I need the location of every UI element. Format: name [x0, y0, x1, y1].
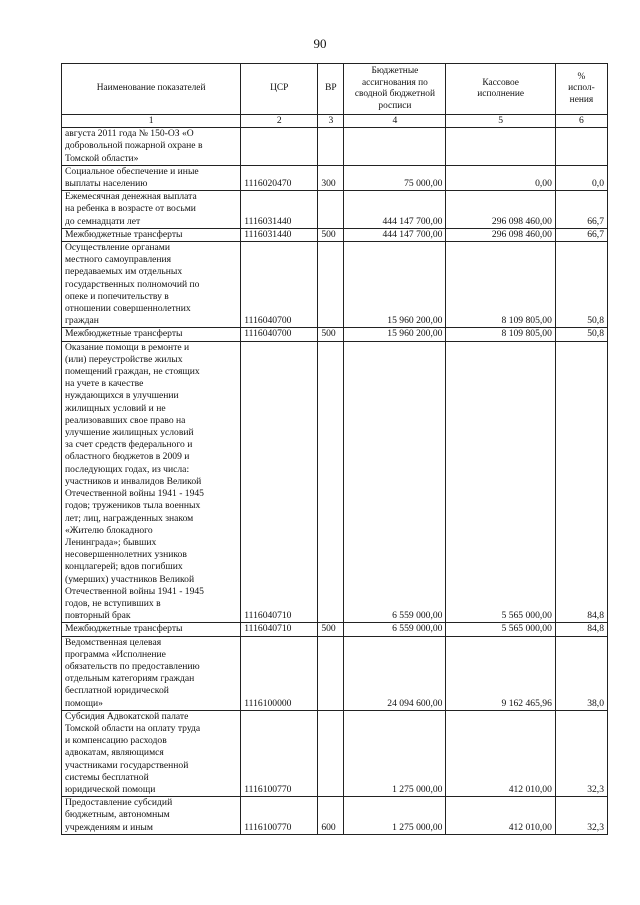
cell-csr: 1116040710	[241, 623, 318, 636]
cell-name: Межбюджетные трансферты	[62, 623, 241, 636]
cell-assignments: 15 960 200,00	[344, 328, 446, 341]
cell-csr: 1116031440	[241, 191, 318, 229]
cell-vr	[318, 242, 344, 328]
table-row	[62, 242, 608, 328]
cell-pct: 0,0	[555, 165, 607, 190]
header-vr: ВР	[318, 64, 344, 115]
cell-cash: 296 098 460,00	[446, 228, 555, 241]
column-number: 3	[318, 115, 344, 128]
cell-assignments: 444 147 700,00	[344, 191, 446, 229]
cell-assignments: 6 559 000,00	[344, 341, 446, 623]
cell-pct: 50,8	[555, 328, 607, 341]
table-row	[62, 128, 608, 166]
cell-assignments: 24 094 600,00	[344, 636, 446, 710]
cell-name: Межбюджетные трансферты	[62, 328, 241, 341]
cell-csr: 1116031440	[241, 228, 318, 241]
cell-cash: 9 162 465,96	[446, 636, 555, 710]
table-header-row	[62, 64, 608, 115]
column-number: 2	[241, 115, 318, 128]
cell-cash: 412 010,00	[446, 797, 555, 835]
cell-name: Социальное обеспечение и иные выплаты населению	[62, 165, 241, 190]
cell-vr: 600	[318, 797, 344, 835]
cell-pct: 84,8	[555, 623, 607, 636]
cell-cash: 5 565 000,00	[446, 623, 555, 636]
table-body	[62, 128, 608, 835]
table-row	[62, 165, 608, 190]
cell-pct: 32,3	[555, 797, 607, 835]
cell-name: Оказание помощи в ремонте и (или) переустройстве жилых помещений граждан, не стоящих на учете в качестве нуждающихся в улучшении жилищных условий и не реализовавших свое право на улучшение жилищных условий за счет средств федерального и областного бюджетов в 2009 и последующих годах, из числа: участников и инвалидов Великой Отечественной войны 1941 - 1945 годов; тружеников тыла военных лет; лиц, награжденных знаком «Жителю блокадного Ленинграда»; бывших несовершеннолетних узников концлагерей; вдов погибших (умерших) участников Великой Отечественной войны 1941 - 1945 годов, не вступивших в повторный брак	[62, 341, 241, 623]
cell-pct: 66,7	[555, 228, 607, 241]
cell-csr: 1116040710	[241, 341, 318, 623]
table-row	[62, 228, 608, 241]
page-number: 90	[313, 36, 327, 51]
cell-vr	[318, 636, 344, 710]
cell-pct: 38,0	[555, 636, 607, 710]
header-assignments: Бюджетные ассигнования по сводной бюджетной росписи	[344, 64, 446, 115]
column-numbers-row	[62, 115, 608, 128]
cell-assignments: 444 147 700,00	[344, 228, 446, 241]
cell-pct: 84,8	[555, 341, 607, 623]
cell-vr: 500	[318, 623, 344, 636]
cell-csr: 1116100770	[241, 797, 318, 835]
cell-assignments: 1 275 000,00	[344, 710, 446, 796]
table-row	[62, 797, 608, 835]
cell-pct: 32,3	[555, 710, 607, 796]
cell-vr	[318, 710, 344, 796]
budget-execution-table	[61, 63, 608, 835]
cell-name: августа 2011 года № 150-ОЗ «О добровольной пожарной охране в Томской области»	[62, 128, 241, 166]
cell-csr: 1116040700	[241, 242, 318, 328]
cell-csr	[241, 128, 318, 166]
cell-pct: 50,8	[555, 242, 607, 328]
header-csr: ЦСР	[241, 64, 318, 115]
cell-vr	[318, 128, 344, 166]
table-row	[62, 341, 608, 623]
table-row	[62, 328, 608, 341]
cell-assignments: 6 559 000,00	[344, 623, 446, 636]
cell-name: Ежемесячная денежная выплата на ребенка в возрасте от восьми до семнадцати лет	[62, 191, 241, 229]
cell-cash: 0,00	[446, 165, 555, 190]
table-row	[62, 636, 608, 710]
cell-name: Предоставление субсидий бюджетным, автономным учреждениям и иным	[62, 797, 241, 835]
column-number: 6	[555, 115, 607, 128]
column-number: 4	[344, 115, 446, 128]
cell-csr: 1116040700	[241, 328, 318, 341]
cell-name: Межбюджетные трансферты	[62, 228, 241, 241]
cell-pct	[555, 128, 607, 166]
column-number: 1	[62, 115, 241, 128]
cell-assignments: 15 960 200,00	[344, 242, 446, 328]
cell-vr: 300	[318, 165, 344, 190]
header-pct: % испол- нения	[555, 64, 607, 115]
table-row	[62, 623, 608, 636]
cell-cash	[446, 128, 555, 166]
header-cash: Кассовое исполнение	[446, 64, 555, 115]
table-row	[62, 710, 608, 796]
cell-assignments	[344, 128, 446, 166]
cell-name: Субсидия Адвокатской палате Томской области на оплату труда и компенсацию расходов адвокатам, являющимся участниками государственной системы бесплатной юридической помощи	[62, 710, 241, 796]
cell-vr	[318, 191, 344, 229]
cell-csr: 1116020470	[241, 165, 318, 190]
cell-name: Осуществление органами местного самоуправления передаваемых им отдельных государственных полномочий по опеке и попечительству в отношении совершеннолетних граждан	[62, 242, 241, 328]
cell-cash: 8 109 805,00	[446, 328, 555, 341]
cell-assignments: 75 000,00	[344, 165, 446, 190]
cell-csr: 1116100770	[241, 710, 318, 796]
cell-pct: 66,7	[555, 191, 607, 229]
cell-cash: 8 109 805,00	[446, 242, 555, 328]
cell-cash: 5 565 000,00	[446, 341, 555, 623]
cell-name: Ведомственная целевая программа «Исполнение обязательств по предоставлению отдельным категориям граждан бесплатной юридической помощи»	[62, 636, 241, 710]
column-number: 5	[446, 115, 555, 128]
cell-assignments: 1 275 000,00	[344, 797, 446, 835]
header-name: Наименование показателей	[62, 64, 241, 115]
cell-cash: 296 098 460,00	[446, 191, 555, 229]
cell-vr: 500	[318, 328, 344, 341]
table-row	[62, 191, 608, 229]
cell-csr: 1116100000	[241, 636, 318, 710]
cell-cash: 412 010,00	[446, 710, 555, 796]
cell-vr: 500	[318, 228, 344, 241]
cell-vr	[318, 341, 344, 623]
